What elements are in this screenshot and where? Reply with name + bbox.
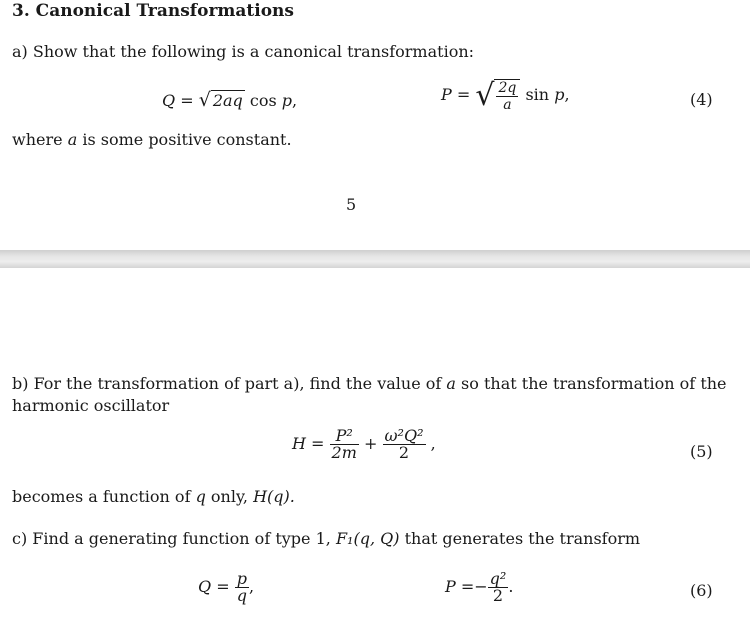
- eq-Q-radicand: 2aq: [212, 91, 243, 110]
- equation-number-6: (6): [690, 581, 713, 600]
- eq-Q-var: p: [281, 91, 293, 110]
- part-c-suffix: that generates the transform: [404, 529, 641, 548]
- equation-6-Q: [198, 571, 254, 604]
- equation-number-5: (5): [690, 442, 713, 461]
- part-b-line1-suffix: so that the transformation of the: [461, 374, 727, 393]
- eq-H-plus: +: [364, 434, 378, 453]
- eq6-P-equals: =: [460, 577, 475, 596]
- eq-H-equals: =: [311, 434, 325, 453]
- part-c-func: F₁(q, Q): [335, 529, 400, 548]
- eq-P-lhs: P: [441, 85, 452, 104]
- where-suffix: is some positive constant.: [82, 130, 292, 149]
- section-title: 3. Canonical Transformations: [12, 1, 294, 21]
- eq-H-term2: [383, 428, 426, 461]
- eq6-P-frac: [488, 571, 509, 604]
- part-c-line: [12, 529, 640, 549]
- eq6-Q-equals: =: [216, 577, 230, 596]
- eq-H-t1-den: 2m: [331, 443, 357, 462]
- eq-P-punct: ,: [564, 85, 570, 104]
- equation-number-4: (4): [690, 90, 713, 109]
- eq-H-t1-num: P²: [330, 428, 359, 445]
- document-page-top: [0, 0, 750, 250]
- equation-4-P: [441, 78, 570, 113]
- eq6-P-num: q²: [489, 569, 507, 588]
- part-c-prefix: c) Find a generating function of type 1,: [12, 529, 331, 548]
- eq-Q-punct: ,: [292, 91, 298, 110]
- eq-P-frac-num: 2q: [498, 79, 517, 96]
- part-a-intro: a) Show that the following is a canonical transformation:: [12, 42, 475, 61]
- eq6-P-lhs: P: [445, 577, 456, 596]
- eq-H-lhs: H: [292, 434, 306, 453]
- part-b-result-func: H(q).: [253, 487, 295, 506]
- part-b-line1-prefix: b) For the transformation of part a), find the value of: [12, 374, 442, 393]
- part-b-line1-var: a: [446, 374, 456, 393]
- eq6-P-punct: .: [508, 577, 514, 596]
- eq6-P-den: 2: [492, 586, 504, 605]
- part-b-line1: [12, 374, 727, 394]
- sqrt-radical-fraction: √ $\frac{2q}{a}$: [475, 78, 520, 113]
- part-b-result-var: q: [195, 487, 206, 506]
- part-b-result-mid: only,: [210, 487, 248, 506]
- document-page-bottom: [0, 268, 750, 641]
- eq-H-t2-num: ω²Q²: [384, 426, 424, 445]
- eq6-Q-punct: ,: [248, 577, 255, 596]
- part-b-line2: harmonic oscillator: [12, 396, 170, 415]
- eq-P-equals: =: [456, 85, 471, 104]
- part-b-result-prefix: becomes a function of: [12, 487, 191, 506]
- equation-6-P: [445, 571, 513, 604]
- eq6-Q-lhs: Q: [198, 577, 212, 596]
- eq-Q-equals: =: [180, 91, 194, 110]
- eq-P-trig: sin: [525, 85, 550, 104]
- eq-P-var: p: [554, 85, 565, 104]
- eq-Q-lhs: Q: [162, 91, 176, 110]
- where-prefix: where: [12, 130, 63, 149]
- where-var: a: [67, 130, 78, 149]
- eq-H-t2-den: 2: [398, 443, 410, 462]
- sqrt-radical: √ 2aq: [198, 89, 243, 111]
- eq-Q-trig: cos: [249, 91, 277, 110]
- eq6-Q-num: p: [236, 569, 247, 588]
- eq-P-frac-den: a: [503, 96, 512, 113]
- eq6-P-minus: −: [474, 577, 488, 596]
- eq6-Q-frac: [235, 571, 249, 604]
- eq-H-term1: [330, 428, 359, 461]
- part-a-where: [12, 130, 292, 150]
- eq-H-punct: ,: [430, 434, 436, 453]
- equation-5-H: [292, 428, 436, 461]
- part-b-result: [12, 487, 295, 507]
- equation-4-Q: [162, 89, 297, 111]
- page-separator: [0, 250, 750, 268]
- eq6-Q-den: q: [236, 586, 247, 605]
- page-number: 5: [346, 195, 357, 214]
